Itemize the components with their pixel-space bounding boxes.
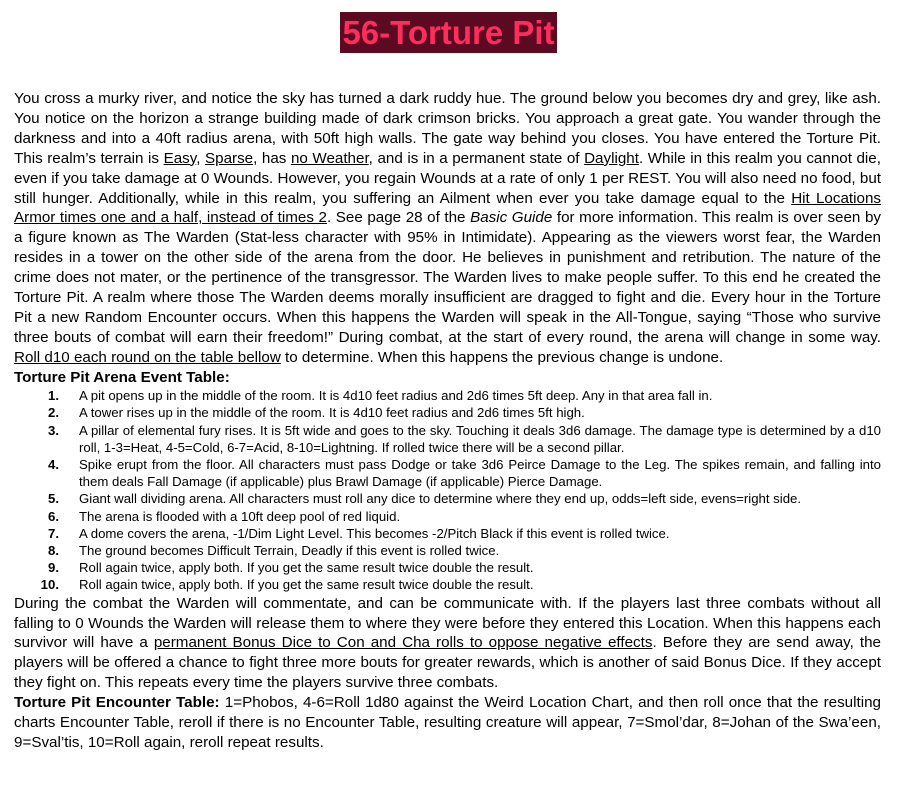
event-text: A dome covers the arena, -1/Dim Light Level. This becomes -2/Pitch Black if this event is rolled twice. xyxy=(79,525,670,541)
ailment-rule: Hit Locations Armor times one and a half, instead of times 2 xyxy=(14,189,881,227)
event-number: 7. xyxy=(48,525,59,541)
terrain-link-sparse: Sparse xyxy=(205,149,254,167)
bonus-dice-rule: permanent Bonus Dice to Con and Cha rolls to oppose negative effects xyxy=(153,634,653,652)
page-title: 56-Torture Pit xyxy=(342,14,555,51)
intro-text: for more information. This realm is over seen by a figure known as The Warden (Stat-less character with 95% in Intimidate). Appearing as the viewers worst fear, the Warden resides in a tower on the other side of the arena from the door. He believes in punishment and retribution. The nature of the crime does not mater, or the pertinence of the transgressor. The Warden lives to make people suffer. To this end he created the Torture Pit. A realm where those The Warden deems morally insufficient are dragged to fight and die. Every hour in the Torture Pit a new Random Encounter occurs. When this happens the Warden will speak in the All-Tongue, saying “Those who survive three bouts of combat will earn their freedom!” During combat, at the start of every round, the arena will change in some way. xyxy=(14,209,881,346)
intro-paragraph xyxy=(14,89,881,368)
encounter-table-heading: Torture Pit Encounter Table: xyxy=(14,694,220,712)
weather-link: no Weather xyxy=(290,149,369,167)
event-number: 6. xyxy=(48,508,59,524)
event-item xyxy=(14,490,881,507)
intro-text: to determine. When this happens the previous change is undone. xyxy=(280,348,724,366)
event-number: 1. xyxy=(48,388,59,404)
event-number: 10. xyxy=(40,577,59,593)
event-text: Spike erupt from the floor. All characters must pass Dodge or take 3d6 Peirce Damage to the Leg. The spikes remain, and falling into them deals Fall Damage (if applicable) plus Brawl Damage (if applicable) Pierce Damage. xyxy=(79,457,881,490)
event-number: 4. xyxy=(48,457,59,472)
document-body xyxy=(14,89,881,753)
intro-text: You cross a murky river, and notice the sky has turned a dark ruddy hue. The ground below you becomes dry and grey, like ash. You notice on the horizon a strange building made of dark crimson bricks. You approach a great gate. You wander through the darkness and into a 40ft radius arena, with 50ft high walls. The gate way behind you closes. You have entered the Torture Pit. This realm’s terrain is xyxy=(14,90,881,167)
event-text: A pit opens up in the middle of the room. It is 4d10 feet radius and 2d6 times 5ft deep. Any in that area fall in. xyxy=(79,388,713,404)
event-number: 2. xyxy=(48,405,59,421)
guide-title: Basic Guide xyxy=(470,209,553,227)
event-text: A tower rises up in the middle of the room. It is 4d10 feet radius and 2d6 times 5ft high. xyxy=(79,405,585,421)
event-text: The ground becomes Difficult Terrain, Deadly if this event is rolled twice. xyxy=(79,543,500,559)
event-number: 3. xyxy=(48,422,59,438)
event-item xyxy=(14,559,881,576)
intro-text: , xyxy=(196,149,205,167)
event-text: The arena is flooded with a 10ft deep pool of red liquid. xyxy=(79,508,401,524)
event-item xyxy=(14,525,881,542)
intro-text: . While in this realm you cannot die, even if you take damage at 0 Wounds. However, you regain Wounds at a rate of only 1 per REST. You will also need no food, but still hunger. Additionally, while in this realm, you suffering an Ailment when ever you take damage equal to the xyxy=(14,149,881,207)
event-number: 9. xyxy=(48,560,59,576)
event-item xyxy=(14,422,881,456)
roll-rule: Roll d10 each round on the table bellow xyxy=(14,348,281,366)
event-table-heading: Torture Pit Arena Event Table: xyxy=(14,368,230,386)
intro-text: , and is in a permanent state of xyxy=(368,149,585,167)
event-item xyxy=(14,387,881,404)
combat-text: . Before they are send away, the players will be offered a chance to fight three more bouts for greater rewards, which is another of said Bonus Dice. If they accept they fight on. This repeats every time the players survive three combats. xyxy=(14,634,882,692)
combat-paragraph xyxy=(14,594,881,694)
event-number: 5. xyxy=(48,491,59,507)
event-item xyxy=(14,456,881,490)
event-item xyxy=(14,404,881,421)
event-number: 8. xyxy=(48,543,59,559)
event-item xyxy=(14,508,881,525)
title-container xyxy=(0,12,897,53)
event-text: Roll again twice, apply both. If you get the same result twice double the result. xyxy=(79,577,534,593)
event-text: Roll again twice, apply both. If you get the same result twice double the result. xyxy=(79,560,534,576)
terrain-link-easy: Easy xyxy=(163,149,197,167)
combat-text: During the combat the Warden will commentate, and can be communicate with. If the players last three combats without all falling to 0 Wounds the Warden will release them to where they were before they entered this Location. When this happens each survivor will have a xyxy=(14,594,881,652)
event-item xyxy=(14,576,881,593)
event-text: A pillar of elemental fury rises. It is 5ft wide and goes to the sky. Touching it deals 3d6 damage. The damage type is determined by a d10 roll, 1-3=Heat, 4-5=Cold, 6-7=Acid, 8-10=Lightning. If rolled twice there will be a second pillar. xyxy=(79,422,881,455)
daylight-link: Daylight xyxy=(584,149,639,167)
encounter-table-paragraph xyxy=(14,693,881,753)
event-text: Giant wall dividing arena. All characters must roll any dice to determine where they end up, odds=left side, evens=right side. xyxy=(79,491,802,507)
intro-text: . See page 28 of the xyxy=(326,209,471,227)
intro-text: , has xyxy=(253,149,291,167)
event-table-list xyxy=(14,387,881,593)
event-item xyxy=(14,542,881,559)
encounter-table-text: 1=Phobos, 4-6=Roll 1d80 against the Weird Location Chart, and then roll once that the resulting charts Encounter Table, reroll if there is no Encounter Table, resulting creature will appear, 7=Smol’dar, 8=Johan of the Swa’een, 9=Sval’tis, 10=Roll again, reroll repeat results. xyxy=(14,694,881,751)
